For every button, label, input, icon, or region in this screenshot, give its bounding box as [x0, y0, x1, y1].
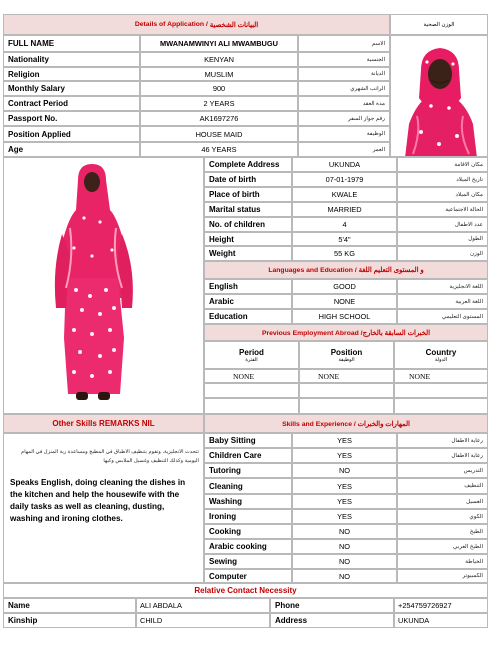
label-contact-address: Address [270, 613, 394, 628]
label-monthly-salary: Monthly Salary [3, 81, 140, 96]
ar-age: العمر [298, 142, 390, 157]
portrait-photo [390, 35, 488, 157]
label-washing: Washing [204, 494, 292, 509]
label-position-applied: Position Applied [3, 126, 140, 142]
label-contact-name: Name [3, 598, 136, 613]
label-height: Height [204, 232, 292, 246]
ar-baby-sitting: رعاية الاطفال [397, 433, 488, 448]
label-sewing: Sewing [204, 554, 292, 569]
label-full-name: FULL NAME [3, 35, 140, 52]
ar-washing: الغسيل [397, 494, 488, 509]
value-contract-period: 2 YEARS [140, 96, 298, 111]
value-cleaning: YES [292, 478, 397, 494]
label-ironing: Ironing [204, 509, 292, 524]
value-sewing: NO [292, 554, 397, 569]
header-title-en: Details of Application / [134, 21, 208, 28]
ar-position-applied: الوظيفة [298, 126, 390, 142]
col-position-ar: الوظيفة [338, 356, 355, 363]
emp-period-value: NONE [204, 369, 299, 383]
other-skills-panel [3, 433, 204, 583]
label-arabic-cooking: Arabic cooking [204, 539, 292, 554]
ar-full-name: الاسم [298, 35, 390, 52]
col-country-ar: الدولة [434, 356, 448, 363]
ar-ironing: الكوي [397, 509, 488, 524]
emp-empty-cell [204, 383, 299, 398]
value-position-applied: HOUSE MAID [140, 126, 298, 142]
ar-place-of-birth: مكان الميلاد [397, 187, 488, 202]
value-washing: YES [292, 494, 397, 509]
photo-label-ar: الوزن الصحية [423, 21, 455, 28]
value-computer: NO [292, 569, 397, 583]
ar-height: الطول [397, 232, 488, 246]
emp-empty-cell [394, 383, 488, 398]
value-religion: MUSLIM [140, 67, 298, 81]
value-date-of-birth: 07-01-1979 [292, 172, 397, 187]
label-marital-status: Marital status [204, 202, 292, 217]
label-contract-period: Contract Period [3, 96, 140, 111]
ar-arabic: اللغة العربية [397, 294, 488, 309]
ar-sewing: الخياطة [397, 554, 488, 569]
ar-religion: الديانة [298, 67, 390, 81]
ar-monthly-salary: الراتب الشهري [298, 81, 390, 96]
other-skills-text: Speaks English, doing cleaning the dishes in the kitchen and help the housewife with the daily tasks as well as cleaning, dusting, washing and ironing clothes. [10, 478, 186, 523]
value-contact-address: UKUNDA [394, 613, 488, 628]
emp-position-value: NONE [299, 369, 394, 383]
label-religion: Religion [3, 67, 140, 81]
ar-arabic-cooking: الطبخ العربي [397, 539, 488, 554]
label-computer: Computer [204, 569, 292, 583]
emp-empty-cell [394, 398, 488, 414]
value-arabic: NONE [292, 294, 397, 309]
col-country-label: Country [425, 347, 457, 357]
ar-children-care: رعاية الاطفال [397, 448, 488, 463]
value-arabic-cooking: NO [292, 539, 397, 554]
value-baby-sitting: YES [292, 433, 397, 448]
label-cleaning: Cleaning [204, 478, 292, 494]
value-nationality: KENYAN [140, 52, 298, 67]
full-body-image [4, 158, 204, 414]
value-full-name: MWANAMWINYI ALI MWAMBUGU [140, 35, 298, 52]
label-tutoring: Tutoring [204, 463, 292, 478]
col-country [394, 341, 488, 369]
full-body-photo [3, 157, 204, 414]
ar-complete-address: مكان الاقامة [397, 157, 488, 172]
label-place-of-birth: Place of birth [204, 187, 292, 202]
section-header-languages: Languages and Education / و المستوى التعليم اللغة [204, 261, 488, 279]
header-title-ar: البيانات الشخصية [209, 21, 259, 29]
ar-english: اللغة الانجليزية [397, 279, 488, 294]
label-no-of-children: No. of children [204, 217, 292, 232]
value-contact-name: ALI ABDALA [136, 598, 270, 613]
label-children-care: Children Care [204, 448, 292, 463]
ar-date-of-birth: تاريخ الميلاد [397, 172, 488, 187]
ar-education: المستوى التعليمي [397, 309, 488, 324]
value-english: GOOD [292, 279, 397, 294]
section-header-details [3, 14, 390, 35]
value-ironing: YES [292, 509, 397, 524]
label-contact-phone: Phone [270, 598, 394, 613]
value-passport-no: AK1697276 [140, 111, 298, 126]
value-height: 5'4" [292, 232, 397, 246]
section-header-other-skills: Other Skills REMARKS NIL [3, 414, 204, 433]
label-complete-address: Complete Address [204, 157, 292, 172]
value-contact-phone: +254759726927 [394, 598, 488, 613]
value-tutoring: NO [292, 463, 397, 478]
ar-marital-status: الحالة الاجتماعية [397, 202, 488, 217]
label-arabic: Arabic [204, 294, 292, 309]
ar-passport-no: رقم جواز السفر [298, 111, 390, 126]
value-complete-address: UKUNDA [292, 157, 397, 172]
value-weight: 55 KG [292, 246, 397, 261]
section-header-contact: Relative Contact Necessity [3, 583, 488, 598]
label-baby-sitting: Baby Sitting [204, 433, 292, 448]
label-nationality: Nationality [3, 52, 140, 67]
section-header-employment: Previous Employment Abroad /الخبرات السابقة بالخارج [204, 324, 488, 341]
col-position [299, 341, 394, 369]
label-english: English [204, 279, 292, 294]
ar-weight: الوزن [397, 246, 488, 261]
value-children-care: YES [292, 448, 397, 463]
section-header-skills: Skills and Experience / المهارات والخبرات [204, 414, 488, 433]
col-period-label: Period [239, 347, 264, 357]
label-cooking: Cooking [204, 524, 292, 539]
value-monthly-salary: 900 [140, 81, 298, 96]
other-skills-arabic-note: تتحدث الانجليزية، وتقوم بتنظيف الاطباق في المطبخ ومساعدة ربة المنزل في المهام اليومية وكذلك التنظيف وغسيل الملابس وكيها [21, 449, 199, 464]
label-education: Education [204, 309, 292, 324]
col-position-label: Position [330, 347, 363, 357]
ar-tutoring: التدريس [397, 463, 488, 478]
value-no-of-children: 4 [292, 217, 397, 232]
value-education: HIGH SCHOOL [292, 309, 397, 324]
value-marital-status: MARRIED [292, 202, 397, 217]
label-age: Age [3, 142, 140, 157]
value-contact-kinship: CHILD [136, 613, 270, 628]
emp-empty-cell [299, 383, 394, 398]
ar-nationality: الجنسية [298, 52, 390, 67]
ar-no-of-children: عدد الاطفال [397, 217, 488, 232]
emp-empty-cell [204, 398, 299, 414]
col-period-ar: الفترة [245, 356, 258, 363]
ar-contract-period: مدة العقد [298, 96, 390, 111]
label-contact-kinship: Kinship [3, 613, 136, 628]
value-age: 46 YEARS [140, 142, 298, 157]
value-cooking: NO [292, 524, 397, 539]
photo-label [390, 14, 488, 35]
label-weight: Weight [204, 246, 292, 261]
emp-empty-cell [299, 398, 394, 414]
ar-computer: الكمبيوتر [397, 569, 488, 583]
portrait-image [391, 36, 488, 157]
col-period [204, 341, 299, 369]
label-date-of-birth: Date of birth [204, 172, 292, 187]
label-passport-no: Passport No. [3, 111, 140, 126]
value-place-of-birth: KWALE [292, 187, 397, 202]
ar-cleaning: التنظيف [397, 478, 488, 494]
ar-cooking: الطبخ [397, 524, 488, 539]
emp-country-value: NONE [394, 369, 488, 383]
